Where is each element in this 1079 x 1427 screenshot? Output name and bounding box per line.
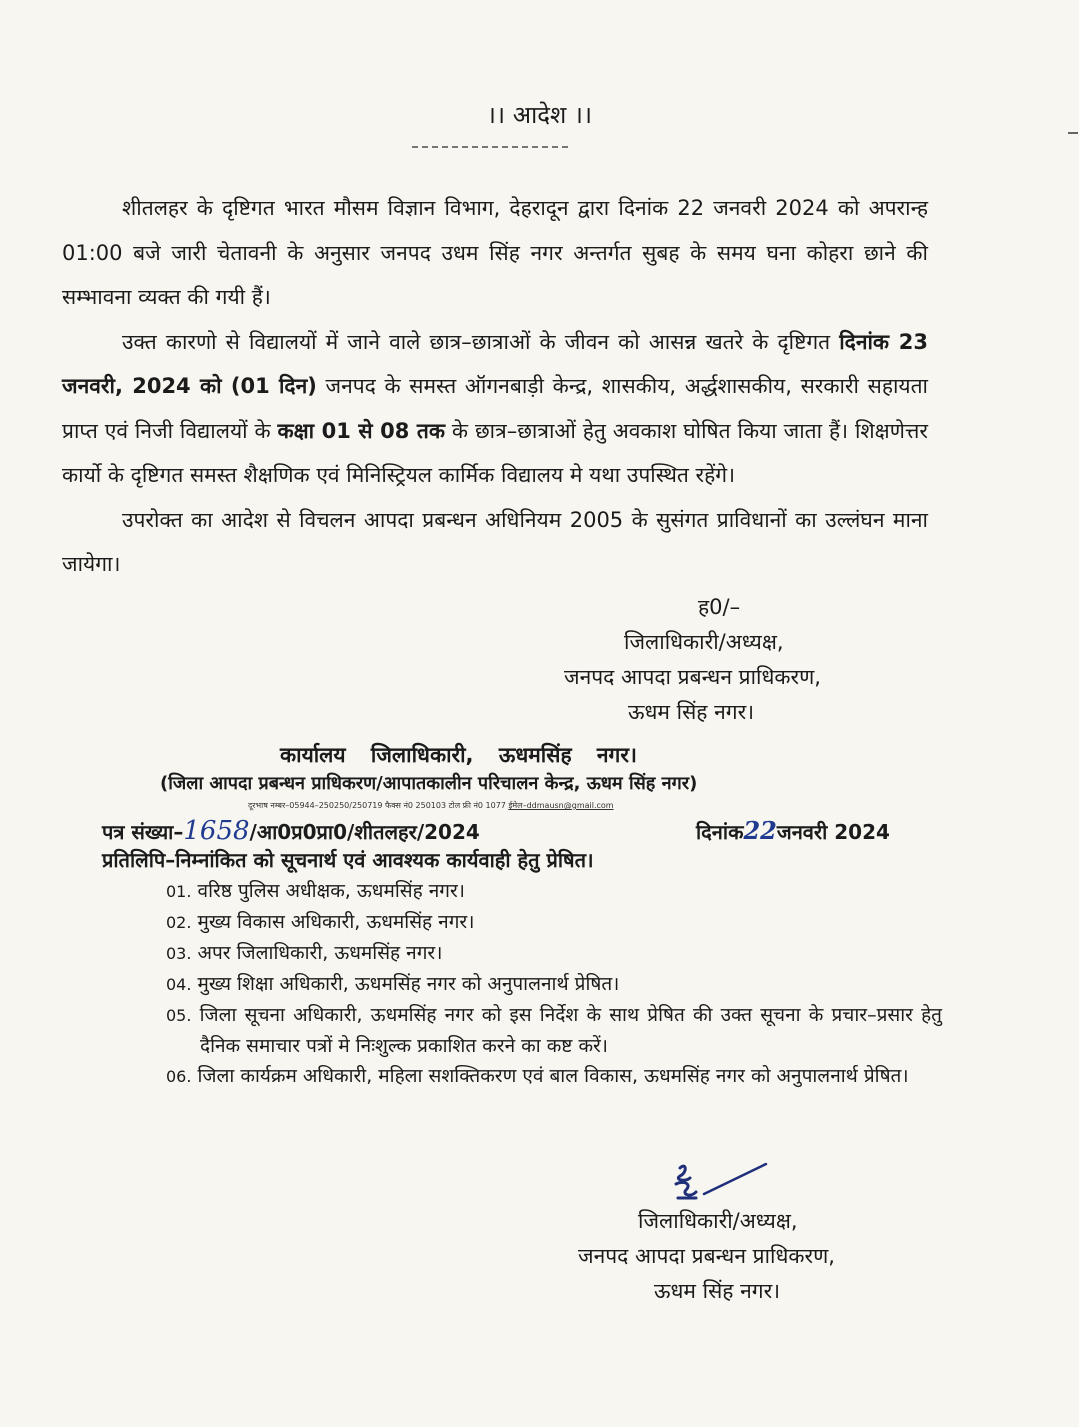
order-paragraph [62,186,928,320]
paragraph-text: उक्त कारणो से विद्यालयों में जाने वाले छात्र–छात्राओं के जीवन को आसन्न खतरे के दृष्टिगत [122,329,840,354]
handwritten-signature [666,1158,776,1210]
paragraph-text: के छात्र–छात्राओं हेतु अवकाश घोषित किया जाता हैं। शिक्षणेत्तर कार्यो के दृष्टिगत समस्त शैक्षणिक एवं मिनिस्ट्रियल कार्मिक विद्यालय मे यथा उपस्थित रहेंगे। [62,418,929,487]
order-paragraph [62,320,928,498]
reference-line [102,816,942,846]
copy-recipient-text: वरिष्ठ पुलिस अधीक्षक, ऊधमसिंह नगर। [197,880,465,902]
date-day: 22 [743,816,777,845]
page-edge-mark [1068,132,1078,134]
signed-mark: ह0/– [698,595,741,619]
copy-recipient-text: मुख्य विकास अधिकारी, ऊधमसिंह नगर। [197,911,475,933]
copy-recipient-number: 06. [166,1067,192,1086]
signature-block-2 [578,1204,958,1309]
date-label: दिनांक [696,820,744,844]
signatory-place-2: ऊधम सिंह नगर। [654,1279,781,1303]
copy-recipient-number: 04. [166,975,192,994]
copy-recipient-item [166,1000,942,1061]
contact-numbers: दूरभाष नम्बर–05944–250250/250719 फैक्स नं0 250103 टोल फ्री नं0 1077 [248,801,506,810]
date-rest: जनवरी 2024 [776,820,890,844]
signatory-authority: जनपद आपदा प्रबन्धन प्राधिकरण, [564,665,821,689]
emphasized-text: दिनांक 23 जनवरी, 2024 को (01 दिन) [62,329,928,398]
copy-recipient-number: 03. [166,944,192,963]
office-title: कार्यालय जिलाधिकारी, ऊधमसिंह नगर। [280,743,637,767]
signatory-designation: जिलाधिकारी/अध्यक्ष, [624,630,784,654]
order-body [62,186,928,587]
office-contact [248,800,808,811]
copy-recipient-text: मुख्य शिक्षा अधिकारी, ऊधमसिंह नगर को अनुपालनार्थ प्रेषित। [197,973,620,995]
letter-number-suffix: /आ0प्र0प्रा0/शीतलहर/2024 [249,820,480,844]
signatory-place: ऊधम सिंह नगर। [628,700,755,724]
paragraph-text: जनपद के समस्त ऑगनबाड़ी केन्द्र, शासकीय, अर्द्धशासकीय, सरकारी सहायता प्राप्त एवं निजी विद्यालयों के [62,374,928,443]
copy-recipient-item [166,907,942,938]
copy-recipient-number: 01. [166,882,192,901]
copy-recipient-list [166,876,942,1092]
emphasized-text: कक्षा 01 से 08 तक [277,418,446,443]
copy-recipient-number: 05. [166,1006,192,1025]
signatory-authority-2: जनपद आपदा प्रबन्धन प्राधिकरण, [578,1244,835,1268]
copy-recipient-text: अपर जिलाधिकारी, ऊधमसिंह नगर। [197,942,443,964]
signature-block-1 [560,590,940,730]
copy-forwarding-line: प्रतिलिपि–निम्नांकित को सूचनार्थ एवं आवश्यक कार्यवाही हेतु प्रेषित। [102,848,594,872]
paragraph-text: शीतलहर के दृष्टिगत भारत मौसम विज्ञान विभाग, देहरादून द्वारा दिनांक 22 जनवरी 2024 को अपरान्ह 01:00 बजे जारी चेतावनी के अनुसार जनपद उधम सिंह नगर अन्तर्गत सुबह के समय घना कोहरा छाने की सम्भावना व्यक्त की गयी हैं। [62,196,928,309]
office-subtitle: (जिला आपदा प्रबन्धन प्राधिकरण/आपातकालीन परिचालन केन्द्र, ऊधम सिंह नगर) [160,773,698,794]
order-heading: ।। आदेश ।। [486,101,593,129]
letter-number: 1658 [183,816,250,846]
order-paragraph [62,498,928,587]
signatory-designation-2: जिलाधिकारी/अध्यक्ष, [638,1209,798,1233]
copy-recipient-text: जिला सूचना अधिकारी, ऊधमसिंह नगर को इस निर्देश के साथ प्रेषित की उक्त सूचना के प्रचार–प्रसार हेतु दैनिक समाचार पत्रों मे निःशुल्क प्रकाशित करने का कष्ट करें। [199,1004,942,1057]
letter-number-label: पत्र संख्या– [102,820,184,844]
letter-date [696,816,890,845]
paragraph-text: उपरोक्त का आदेश से विचलन आपदा प्रबन्धन अधिनियम 2005 के सुसंगत प्राविधानों का उल्लंघन माना जायेगा। [62,507,928,576]
copy-recipient-text: जिला कार्यक्रम अधिकारी, महिला सशक्तिकरण एवं बाल विकास, ऊधमसिंह नगर को अनुपालनार्थ प्रेषित। [197,1065,909,1087]
copy-recipient-item [166,969,942,1000]
copy-recipient-item [166,1061,942,1092]
heading-underline [412,146,568,148]
copy-recipient-item [166,876,942,907]
copy-recipient-number: 02. [166,913,192,932]
copy-recipient-item [166,938,942,969]
contact-email: ईमेल–ddmausn@gmail.com [508,801,614,810]
